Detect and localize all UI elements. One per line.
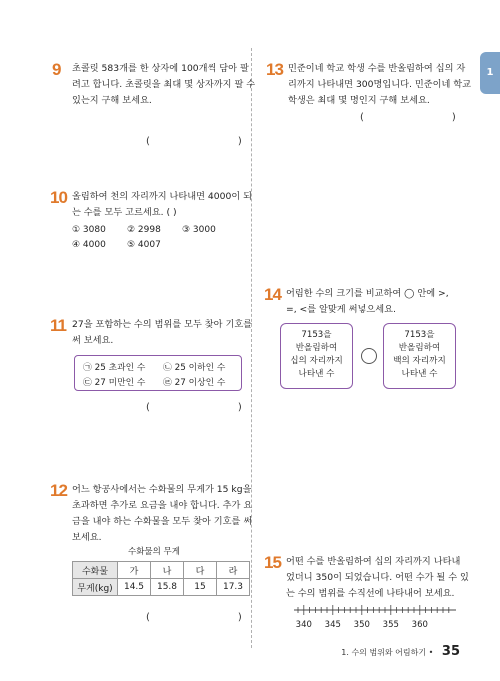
table-cell: 15 xyxy=(184,579,217,596)
question-13-number: 13 xyxy=(266,60,283,79)
question-12-text: 어느 항공사에서는 수화물의 무게가 15 kg을 초과하면 추가로 요금을 내야 합니다. 추가 요 금을 내야 하는 수화물을 모두 찾아 기호를 써 보세요. xyxy=(72,484,253,543)
choice-4[interactable]: ④ 4000 xyxy=(72,240,106,250)
option-d: ㉣ 27 이상인 수 xyxy=(163,378,226,388)
question-11-text: 27을 포함하는 수의 범위를 모두 찾아 기호를 써 보세요. xyxy=(72,319,253,346)
number-line-label: 350 xyxy=(353,620,370,630)
question-10-choices xyxy=(72,225,237,250)
footer-bullet: • xyxy=(428,648,434,657)
table-cell: 무게(kg) xyxy=(73,579,118,596)
number-line[interactable] xyxy=(290,600,460,632)
question-11-number: 11 xyxy=(50,316,66,335)
table-header-cell: 수화물 xyxy=(73,562,118,579)
table-cell: 15.8 xyxy=(151,579,184,596)
number-line-label: 345 xyxy=(324,620,341,630)
option-c: ㉢ 27 미만인 수 xyxy=(83,378,146,388)
number-line-label: 360 xyxy=(411,620,428,630)
chapter-tab: 1 xyxy=(480,52,500,94)
comparison-circle-blank[interactable] xyxy=(361,348,377,364)
option-b: ㉡ 25 이하인 수 xyxy=(163,363,226,373)
number-line-label: 355 xyxy=(382,620,399,630)
weight-table xyxy=(72,561,250,596)
question-15-number: 15 xyxy=(264,553,281,572)
question-14-number: 14 xyxy=(264,285,281,304)
question-9-number: 9 xyxy=(52,60,61,79)
question-15-text: 어떤 수를 반올림하여 십의 자리까지 나타내 었더니 350이 되었습니다. 어떤 수가 될 수 있 는 수의 범위를 수직선에 나타내어 보세요. xyxy=(286,556,469,599)
question-13-text: 민준이네 학교 학생 수를 반올림하여 십의 자 리까지 나타내면 300명입니다. 민준이네 학교 학생은 최대 몇 명인지 구해 보세요. xyxy=(288,63,472,106)
answer-blank-13[interactable]: ( ) xyxy=(360,112,456,123)
answer-blank-12[interactable]: ( ) xyxy=(146,612,242,623)
question-11-options-box xyxy=(74,355,242,391)
question-9-text: 초콜릿 583개를 한 상자에 100개씩 담아 팔 려고 합니다. 초콜릿을 최대 몇 상자까지 팔 수 있는지 구해 보세요. xyxy=(72,63,256,106)
answer-blank-9[interactable]: ( ) xyxy=(146,136,242,147)
choice-2[interactable]: ② 2998 xyxy=(127,225,161,235)
answer-blank-11[interactable]: ( ) xyxy=(146,402,242,413)
table-cell: 14.5 xyxy=(118,579,151,596)
footer-chapter: 1. 수의 범위와 어림하기 xyxy=(341,648,427,657)
question-14-text: 어림한 수의 크기를 비교하여 ◯ 안에 >, =, <를 알맞게 써넣으세요. xyxy=(286,288,449,315)
page-number: 35 xyxy=(441,644,460,659)
left-value-card: 7153을 반올림하여 십의 자리까지 나타낸 수 xyxy=(280,323,353,389)
question-10-number: 10 xyxy=(50,188,67,207)
table-cell: 17.3 xyxy=(217,579,250,596)
question-10-text: 올림하여 천의 자리까지 나타내면 4000이 되 는 수를 모두 고르세요. ( ) xyxy=(72,191,252,218)
table-header-cell: 가 xyxy=(118,562,151,579)
table-header-cell: 라 xyxy=(217,562,250,579)
option-a: ㉠ 25 초과인 수 xyxy=(83,363,146,373)
choice-1[interactable]: ① 3080 xyxy=(72,225,106,235)
choice-3[interactable]: ③ 3000 xyxy=(182,225,216,235)
page-footer xyxy=(341,644,460,659)
number-line-label: 340 xyxy=(295,620,312,630)
choice-5[interactable]: ⑤ 4007 xyxy=(127,240,161,250)
right-value-card: 7153을 반올림하여 백의 자리까지 나타낸 수 xyxy=(383,323,456,389)
question-12-number: 12 xyxy=(50,481,67,500)
table-title: 수화물의 무게 xyxy=(128,547,180,557)
table-header-cell: 다 xyxy=(184,562,217,579)
table-header-cell: 나 xyxy=(151,562,184,579)
